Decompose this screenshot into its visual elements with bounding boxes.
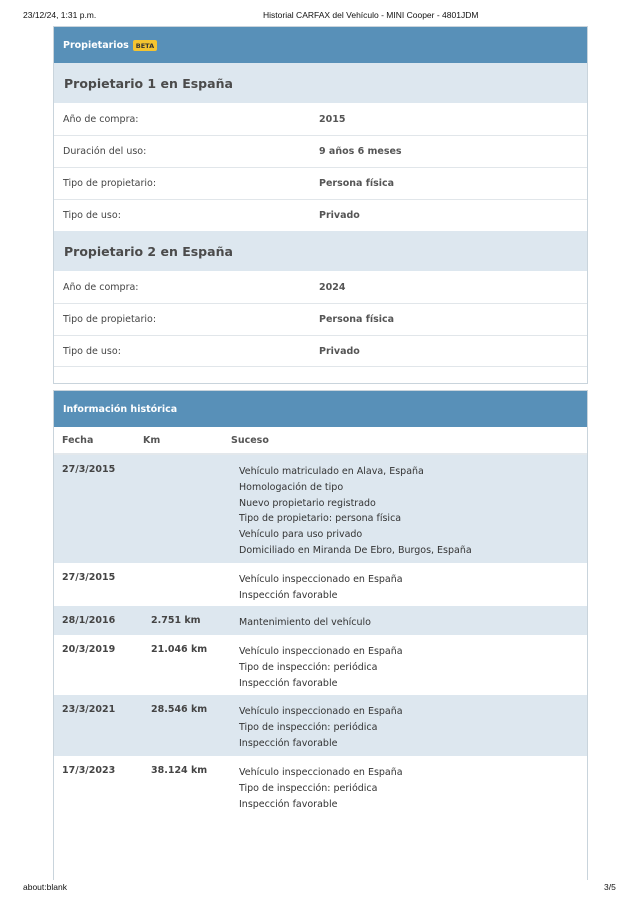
history-events <box>239 644 403 691</box>
history-event: Tipo de inspección: periódica <box>239 721 378 733</box>
history-km: 2.751 km <box>151 615 201 626</box>
history-date: 20/3/2019 <box>62 644 116 655</box>
row-label: Duración del uso: <box>63 146 147 157</box>
history-row <box>54 455 587 563</box>
history-events <box>239 765 403 812</box>
row-label: Tipo de uso: <box>63 345 121 357</box>
history-date: 27/3/2015 <box>62 572 116 583</box>
history-event: Tipo de inspección: periódica <box>239 782 378 794</box>
owner-1-row <box>54 103 587 135</box>
column-km: Km <box>143 434 161 446</box>
history-km: 28.546 km <box>151 704 208 715</box>
print-footer <box>0 882 642 896</box>
history-event: Vehículo inspeccionado en España <box>239 646 403 657</box>
row-label: Tipo de propietario: <box>63 178 157 189</box>
row-value: 2015 <box>319 113 346 125</box>
history-km: 38.124 km <box>151 765 208 776</box>
history-row <box>54 635 587 695</box>
history-event: Homologación de tipo <box>239 481 344 493</box>
owner-2-heading: Propietario 2 en España <box>54 231 587 271</box>
owner-1-heading: Propietario 1 en España <box>54 63 587 103</box>
history-date: 17/3/2023 <box>62 765 116 776</box>
owners-card <box>53 26 588 384</box>
history-event: Vehículo inspeccionado en España <box>239 767 403 778</box>
owners-header <box>54 27 587 63</box>
history-date: 28/1/2016 <box>62 615 116 626</box>
history-event: Vehículo inspeccionado en España <box>239 574 403 585</box>
history-date: 23/3/2021 <box>62 704 116 715</box>
beta-badge: BETA <box>133 40 157 51</box>
print-url: about:blank <box>23 882 67 892</box>
print-title: Historial CARFAX del Vehículo - MINI Cooper - 4801JDM <box>263 10 479 20</box>
history-event: Mantenimiento del vehículo <box>239 617 371 628</box>
row-value: 2024 <box>319 281 346 293</box>
row-label: Tipo de propietario: <box>63 314 157 325</box>
owner-1-row <box>54 199 587 231</box>
column-event: Suceso <box>231 434 269 446</box>
column-date: Fecha <box>62 434 94 446</box>
history-header <box>54 391 587 427</box>
history-events <box>239 464 472 559</box>
history-column-headers <box>54 427 587 455</box>
history-events <box>239 572 403 604</box>
print-timestamp: 23/12/24, 1:31 p.m. <box>23 10 97 20</box>
owner-2-row <box>54 271 587 303</box>
history-row <box>54 563 587 606</box>
owners-title: Propietarios <box>63 39 129 51</box>
history-date: 27/3/2015 <box>62 464 116 475</box>
history-card <box>53 390 588 880</box>
history-title: Información histórica <box>63 403 178 415</box>
history-event: Domiciliado en Miranda De Ebro, Burgos, España <box>239 544 472 556</box>
row-label: Tipo de uso: <box>63 210 121 221</box>
row-value: Privado <box>319 345 360 357</box>
row-value: Privado <box>319 210 360 221</box>
history-event: Vehículo inspeccionado en España <box>239 706 403 717</box>
history-event: Inspección favorable <box>239 677 338 689</box>
owner-2-row <box>54 335 587 367</box>
history-event: Inspección favorable <box>239 737 338 749</box>
history-events <box>239 704 403 751</box>
history-event: Vehículo para uso privado <box>239 529 363 541</box>
history-event: Tipo de propietario: persona física <box>239 513 402 525</box>
history-row <box>54 695 587 756</box>
row-label: Año de compra: <box>63 281 139 293</box>
row-label: Año de compra: <box>63 113 139 125</box>
history-events <box>239 615 371 631</box>
history-event: Inspección favorable <box>239 589 338 601</box>
history-row <box>54 606 587 635</box>
history-km: 21.046 km <box>151 644 208 655</box>
history-event: Vehículo matriculado en Alava, España <box>239 466 424 477</box>
history-row <box>54 756 587 816</box>
row-value: Persona física <box>319 178 395 189</box>
print-header <box>0 10 642 24</box>
history-event: Tipo de inspección: periódica <box>239 661 378 673</box>
page-number: 3/5 <box>604 882 616 892</box>
history-event: Inspección favorable <box>239 798 338 810</box>
row-value: 9 años 6 meses <box>319 146 402 157</box>
owner-1-row <box>54 167 587 199</box>
row-value: Persona física <box>319 314 395 325</box>
history-event: Nuevo propietario registrado <box>239 497 376 509</box>
owner-1-row <box>54 135 587 167</box>
owner-2-row <box>54 303 587 335</box>
